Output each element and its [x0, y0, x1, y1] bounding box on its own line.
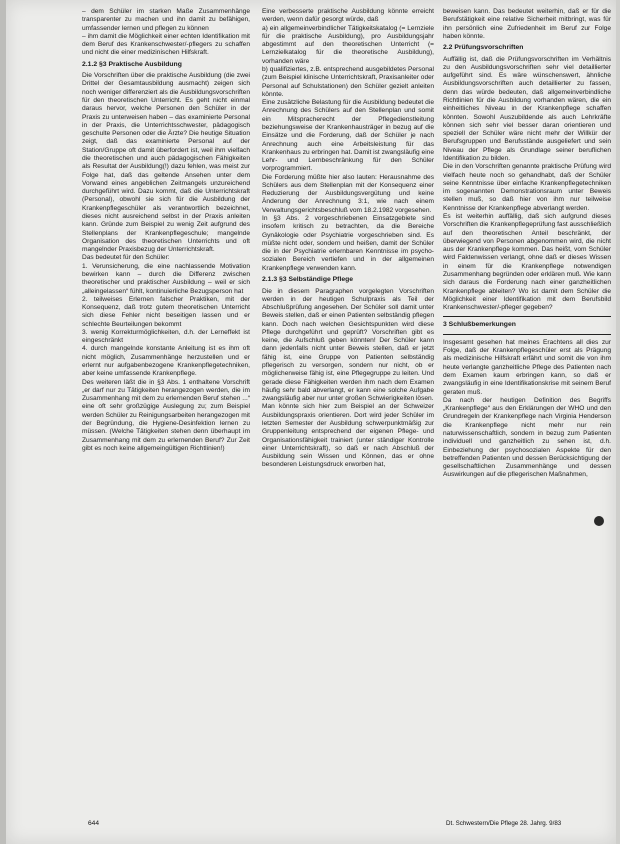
- paragraph: Die Forderung müßte hier also lauten: Herausnahme des Schülers aus dem Stellenplan mit der Konsequenz einer Reduzierung der Ausbildungsvergütung und keine Änderung der Anrechnung 3:1, wie nach einem Verwaltungsgerichtsbeschluß vom 18.2.1982 vorgesehen.: [262, 173, 434, 214]
- document-page: [6, 0, 616, 844]
- column-1: [82, 8, 250, 453]
- list-item: 1. Verunsicherung, die eine nachlassende Motivation bewirken kann – durch die Differenz zwischen theoretischer und praktischer Ausbildung – weil er sich „alleingelassen“ fühlt, kontinuierliche Bezugsperson hat: [82, 262, 250, 295]
- paragraph: Es ist weiterhin auffällig, daß sich aufgrund dieses Vorschriften die Krankenpflegeprüfung fast ausschließlich auf den theoretischen Anteil beschränkt, der überwiegend von Personen abgenommen wird, die nicht aus der Krankenpflege kommen. Das heißt, vom Schüler wird Faktenwissen verlangt, ohne daß er dieses Wissen in einem für die Krankenpflege notwendigen Zusammenhang begründen oder erklären muß. Wie kann sich daraus die Forderung nach einer ganzheitlichen Krankenpflege ableiten? Wo ist damit dem Schüler die Möglichkeit einer Identifikation mit dem Berufsbild Krankenschwester/-pfleger gegeben?: [443, 212, 611, 312]
- intro-item-2: – ihm damit die Möglichkeit einer echten Identifikation mit dem Beruf des Krankenschwester/-pflegers zu schaffen und nicht die einer medizinischen Hilfskraft.: [82, 32, 250, 57]
- paragraph: Auffällig ist, daß die Prüfungsvorschriften im Verhältnis zu den Ausbildungsvorschriften sehr viel detaillierter aufgeführt sind. Es wäre wünschenswert, ähnliche Ausbildungsvorschriften auch detaillierter zu fassen, denn das würde bedeuten, daß allgemeinverbindliche Richtlinien für die Ausbildung vorhanden wären, die ein einheitliches Niveau in der Krankenpflege schaffen könnten. Sowohl Auszubildende als auch Lehrkräfte können sich sehr viel besser daran orientieren und speziell der Schüler wäre nicht mehr der Willkür der Berufsgruppen und Berufsstände ausgeliefert und sein Niveau der Pflege als Grundlage seiner beruflichen Identifikation zu bilden.: [443, 55, 611, 162]
- heading-2-1-3: 2.1.3 §3 Selbständige Pflege: [262, 276, 354, 283]
- list-item: 4. durch mangelnde konstante Anleitung ist es ihm oft nicht möglich, Zusammenhänge herzustellen und er erlernt nur aufgabenbezogene Krankenpflegetechniken, aber keine umfassende Krankenpflege.: [82, 345, 250, 378]
- list-item: 3. wenig Korrekturmöglichkeiten, d.h. der Lerneffekt ist eingeschränkt: [82, 328, 250, 345]
- paragraph: Da nach der heutigen Definition des Begriffs „Krankenpflege“ aus den Erklärungen der WHO und den Grundregeln der Krankenpflege nach Virginia Henderson die Krankenpflege nicht mehr nur rein naturwissenschaftlich, sondern in bezug zum Patienten individuell und ganzheitlich zu sehen ist, d.h. Einbeziehung der psychosozialen Aspekte für den betreffenden Patienten und dessen Berücksichtigung der gesellschaftlichen Zusammenhänge und dessen Auswirkungen auf die pflegerischen Maßnahmen,: [443, 396, 611, 479]
- list-item: 2. teilweises Erlernen falscher Praktiken, mit der Konsequenz, daß trotz gutem theoretischen Unterricht sich diese Fehler nicht beseitigen lassen und er schlechte Beurteilungen bekommt: [82, 295, 250, 328]
- column-2: [262, 8, 434, 470]
- paragraph: Das bedeutet für den Schüler:: [82, 254, 170, 262]
- paragraph: Die in den Vorschriften genannte praktische Prüfung wird vielfach heute noch so gehandhabt, daß der Schüler seine Kenntnisse über einfache Krankenpflegetechniken im sogenannten Demonstrationsraum unter Beweis stellen muß, so daß hier von ihm nur teilweise Kenntnisse der Krankenpflege abverlangt werden.: [443, 163, 611, 212]
- list-item: a) ein allgemeinverbindlicher Tätigkeitskatalog (= Lernziele für die praktische Ausbildung), pro Ausbildungsjahr abgestimmt auf den theoretischen Unterricht (= Lernzielkatalog für die theoretische Ausbildung), vorhanden wäre: [262, 24, 434, 65]
- paragraph: Insgesamt gesehen hat meines Erachtens all dies zur Folge, daß der Krankenpflegeschüler erst als Prägung als medizinische Hilfskraft erfährt und somit die von ihm heute verlangte ganzheitliche Pflege des Patienten nach dem Examen kaum erbringen kann, so daß er zwangsläufig in eine Identifikationskrise mit seinem Beruf geraten muß.: [443, 338, 611, 396]
- paragraph: Des weiteren läßt die in §3 Abs. 1 enthaltene Vorschrift „er darf nur zu Tätigkeiten herangezogen werden, die im Zusammenhang mit dem zu erlernenden Beruf stehen ...“ eine oft sehr großzügige Auslegung zu; zum Beispiel werden Schüler zu Reinigungsarbeiten herangezogen mit der Begründung, die Hygiene-Desinfektion lernen zu müssen. (Welche Tätigkeiten stehen denn überhaupt im Zusammenhang mit dem zu erlernenden Beruf? Zur Zeit gibt es noch keine allgemeingültigen Richtlinien!): [82, 378, 250, 452]
- column-3: [443, 8, 611, 480]
- intro-item-1: – dem Schüler im starken Maße Zusammenhänge transparenter zu machen und ihn damit zu befähigen, umfassender lernen und pflegen zu können: [82, 8, 250, 32]
- paragraph: In §3 Abs. 2 vorgeschriebenen Einsatzgebiete sind insofern kritisch zu betrachten, da die Bereiche Gynäkologie oder Psychiatrie vorgeschrieben sind. Es müßte nicht oder, sondern und heißen, damit der Schüler die in der Psychiatrie erlernbaren Kenntnisse im psycho-sozialen Bereich vertiefen und in der allgemeinen Krankenpflege verwenden kann.: [262, 215, 434, 272]
- section-divider: [443, 334, 611, 335]
- punch-hole-mark: [594, 516, 604, 526]
- paragraph: Eine verbesserte praktische Ausbildung könnte erreicht werden, wenn dafür gesorgt würde, daß: [262, 8, 434, 24]
- page-number: 644: [88, 820, 100, 827]
- heading-3: 3 Schlußbemerkungen: [443, 321, 516, 329]
- list-item: b) qualifiziertes, z.B. entsprechend ausgebildetes Personal (zum Beispiel klinische Unterrichtskraft, Praxisanleiter oder Personal auf Schulstationen) den Schüler gezielt anleiten könnte.: [262, 65, 434, 98]
- journal-reference: Dt. Schwestern/Die Pflege 28. Jahrg. 9/83: [446, 820, 562, 827]
- paragraph: Die in diesem Paragraphen vorgelegten Vorschriften werden in der heutigen Schulpraxis als Teil der Abschlußprüfung angesehen. Der Schüler soll damit unter Beweis stellen, daß er einen Patienten selbständig pflegen kann. Doch nach welchen Gesichtspunkten wird diese Pflege durchgeführt und geprüft? Vorschriften gibt es keine, die Aufschluß geben könnten! Der Schüler kann dann jedenfalls nicht unter Beweis stellen, daß er jetzt fähig ist, eine Gruppe von Patienten selbständig pflegerisch zu versorgen, sondern nur nicht, ob er möglicherweise fähig ist, eine Pflegegruppe zu leiten. Und gerade diese Fähigkeiten werden ihm nach dem Examen häufig sehr bald abverlangt, er kann eine solche Aufgabe zwangsläufig aber nur unter großen Schwierigkeiten lösen.: [262, 287, 434, 403]
- section-divider: [443, 316, 611, 317]
- paragraph: beweisen kann. Das bedeutet weiterhin, daß er für die Berufstätigkeit eine relative Sicherheit mitbringt, was für ihn persönlich eine Zufriedenheit im Beruf zur Folge haben könnte.: [443, 8, 611, 40]
- heading-2-1-2: 2.1.2 §3 Praktische Ausbildung: [82, 60, 182, 68]
- paragraph: Eine zusätzliche Belastung für die Ausbildung bedeutet die Anrechnung des Schülers auf den Stellenplan und somit ein Mitspracherecht der Pflegedienstleitung beziehungsweise der Krankenhausträger in bezug auf die Einsätze und die Forderung, daß der Schüler je nach Anrechnung auch eine Arbeitsleistung für das Krankenhaus zu erbringen hat. Damit ist zwangsläufig eine Lehr- und Lernbeschränkung für den Schüler vorprogrammiert.: [262, 99, 434, 173]
- paragraph: Die Vorschriften über die praktische Ausbildung (die zwei Drittel der Gesamtausbildung ausmacht) zeigen sich noch weniger differenziert als die Ausbildungsvorschriften für den theoretischen Unterricht. Es geht nicht einmal daraus hervor, welche Personen den Schüler in der Praxis zu unterweisen haben – das examinierte Personal in der Praxis, die Unterrichtsschwester, pädagogisch geschulte Personen oder die Ärzte? Die heutige Situation zeigt, daß das examinierte Personal auf der Station/Gruppe oft damit überfordert ist, weil ihm vielfach die theoretischen und auch pädagogischen Fähigkeiten als Resultat der Ausbildung(!) dazu fehlen, was meist zur Folge hat, daß das geltende Ansehen unter dem Vorwand eines angeblichen Zeitmangels unzureichend durchgeführt wird. Dazu kommt, daß die Unterrichtskraft (Personal), obwohl sie sich für die Ausbildung der Krankenpflegeschüler als verantwortlich bezeichnet, dieses nicht ausreichend selbst in der Praxis anleiten kann. Gründe zum Beispiel zu wenig Zeit aufgrund des Stellenplans der Krankenpflegeschule; mangelnde Organisation des theoretischen Unterrichts und oft mangelnder Praxisbezug der Unterrichtskraft.: [82, 72, 250, 254]
- paragraph: Man könnte sich hier zum Beispiel an der Schweizer Ausbildungspraxis orientieren. Dort wird jeder Schüler im letzten Semester der Ausbildung schwerpunktmäßig zur Gruppenleitung entsprechend der eigenen Pflege- und Organisationsfähigkeit trainiert (unter ständiger Kontrolle einer Unterrichtskraft), so daß er nach Abschluß der Ausbildung sein Wissen und Können, das er ohne besonderen Leistungsdruck erworben hat,: [262, 403, 434, 469]
- heading-2-2: 2.2 Prüfungsvorschriften: [443, 44, 524, 52]
